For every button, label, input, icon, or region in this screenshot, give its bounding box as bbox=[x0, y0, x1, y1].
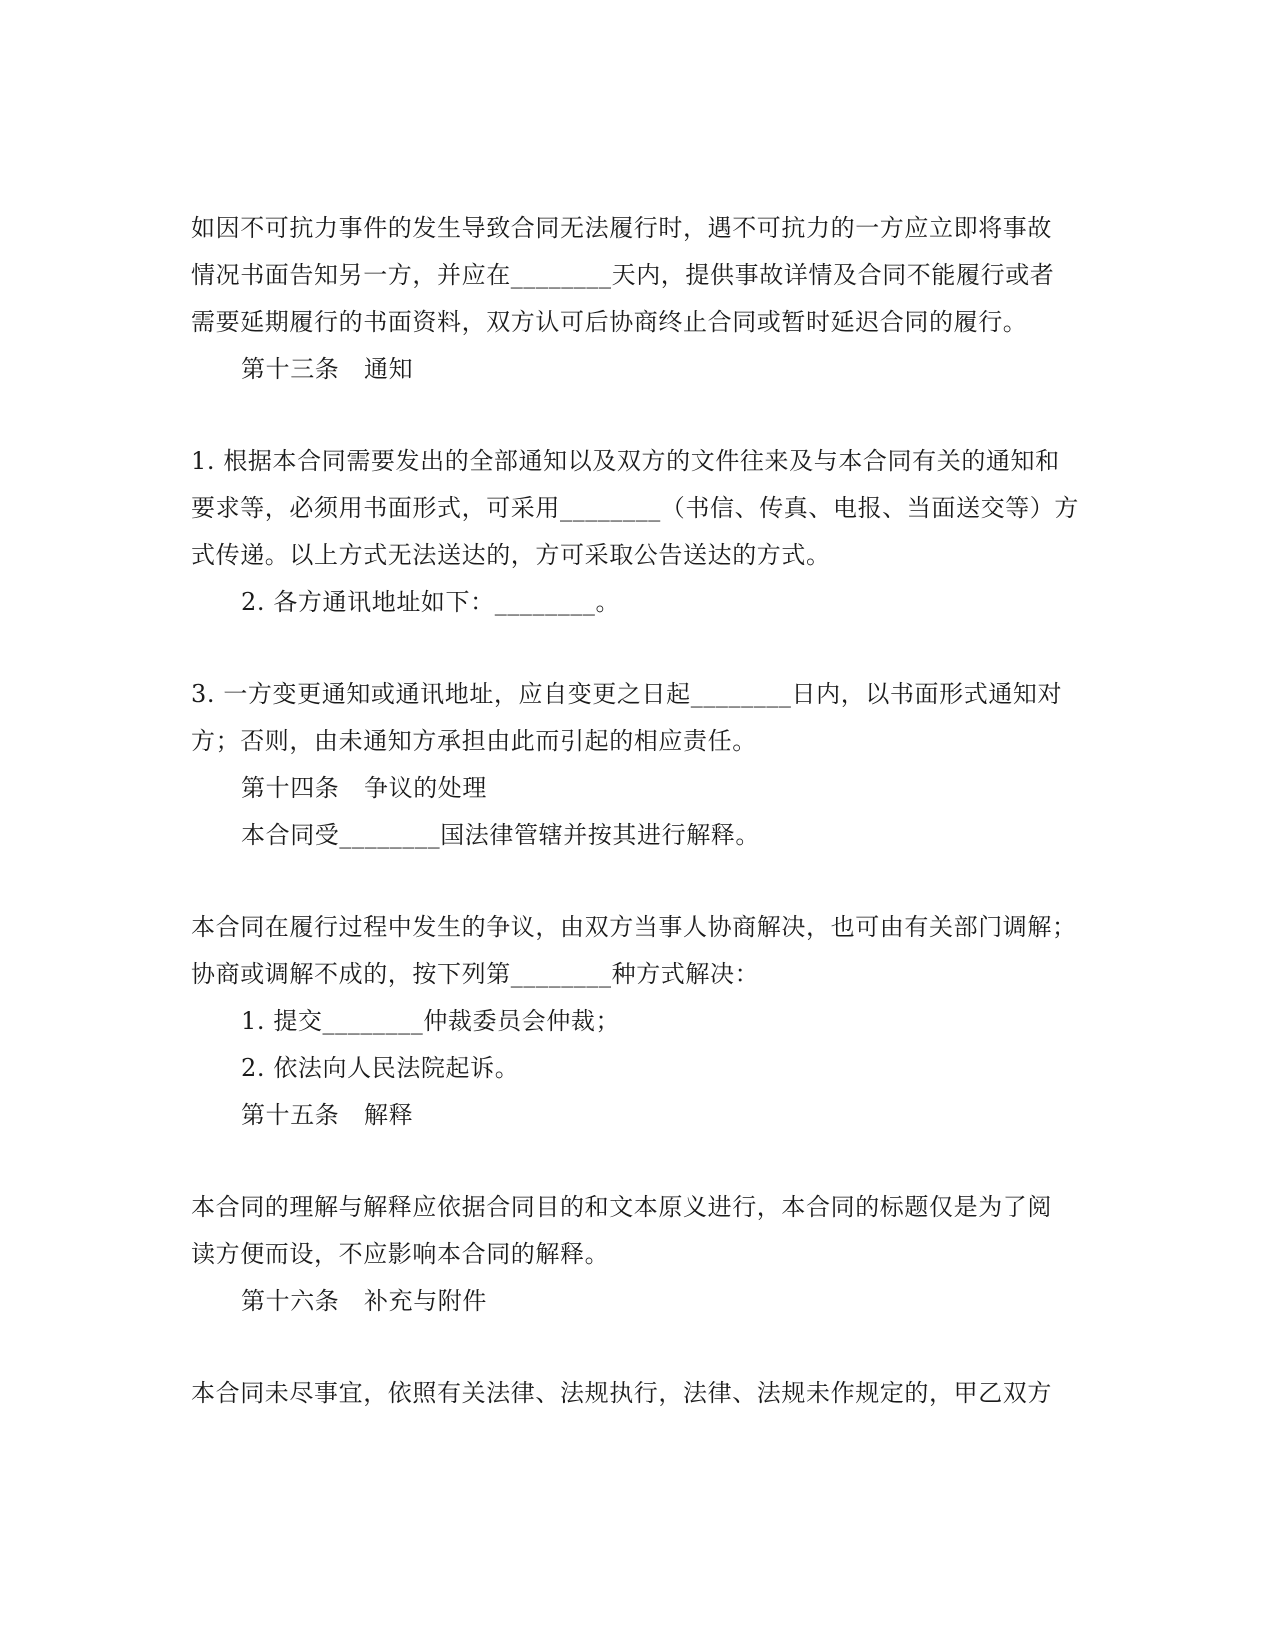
dispute-option-1: 1. 提交________仲裁委员会仲裁； bbox=[241, 1007, 621, 1035]
dispute-option-2: 2. 依法向人民法院起诉。 bbox=[241, 1054, 520, 1082]
article-14-heading: 第十四条 争议的处理 bbox=[241, 774, 487, 802]
notice-item-1-line-2: 要求等，必须用书面形式，可采用________（书信、传真、电报、当面送交等）方 bbox=[191, 494, 1079, 522]
force-majeure-line-3: 需要延期履行的书面资料，双方认可后协商终止合同或暂时延迟合同的履行。 bbox=[191, 308, 1028, 336]
supplement-line-1: 本合同未尽事宜，依照有关法律、法规执行，法律、法规未作规定的，甲乙双方 bbox=[191, 1379, 1052, 1407]
article-15-heading: 第十五条 解释 bbox=[241, 1101, 414, 1129]
article-13-heading: 第十三条 通知 bbox=[241, 355, 414, 383]
notice-item-1-line-3: 式传递。以上方式无法送达的，方可采取公告送达的方式。 bbox=[191, 541, 831, 569]
dispute-line-1: 本合同在履行过程中发生的争议，由双方当事人协商解决，也可由有关部门调解； bbox=[191, 913, 1077, 941]
force-majeure-line-2: 情况书面告知另一方，并应在________天内，提供事故详情及合同不能履行或者 bbox=[191, 261, 1055, 289]
interpretation-line-2: 读方便而设，不应影响本合同的解释。 bbox=[191, 1240, 610, 1268]
article-16-heading: 第十六条 补充与附件 bbox=[241, 1287, 487, 1315]
notice-item-3-line-1: 3. 一方变更通知或通讯地址，应自变更之日起________日内，以书面形式通知对 bbox=[191, 680, 1063, 708]
governing-law-line: 本合同受________国法律管辖并按其进行解释。 bbox=[241, 821, 760, 849]
notice-item-1-line-1: 1. 根据本合同需要发出的全部通知以及双方的文件往来及与本合同有关的通知和 bbox=[191, 447, 1060, 475]
dispute-line-2: 协商或调解不成的，按下列第________种方式解决： bbox=[191, 960, 760, 988]
force-majeure-line-1: 如因不可抗力事件的发生导致合同无法履行时，遇不可抗力的一方应立即将事故 bbox=[191, 214, 1052, 242]
notice-item-3-line-2: 方；否则，由未通知方承担由此而引起的相应责任。 bbox=[191, 727, 757, 755]
interpretation-line-1: 本合同的理解与解释应依据合同目的和文本原义进行，本合同的标题仅是为了阅 bbox=[191, 1193, 1052, 1221]
notice-item-2: 2. 各方通讯地址如下：________。 bbox=[241, 588, 621, 616]
